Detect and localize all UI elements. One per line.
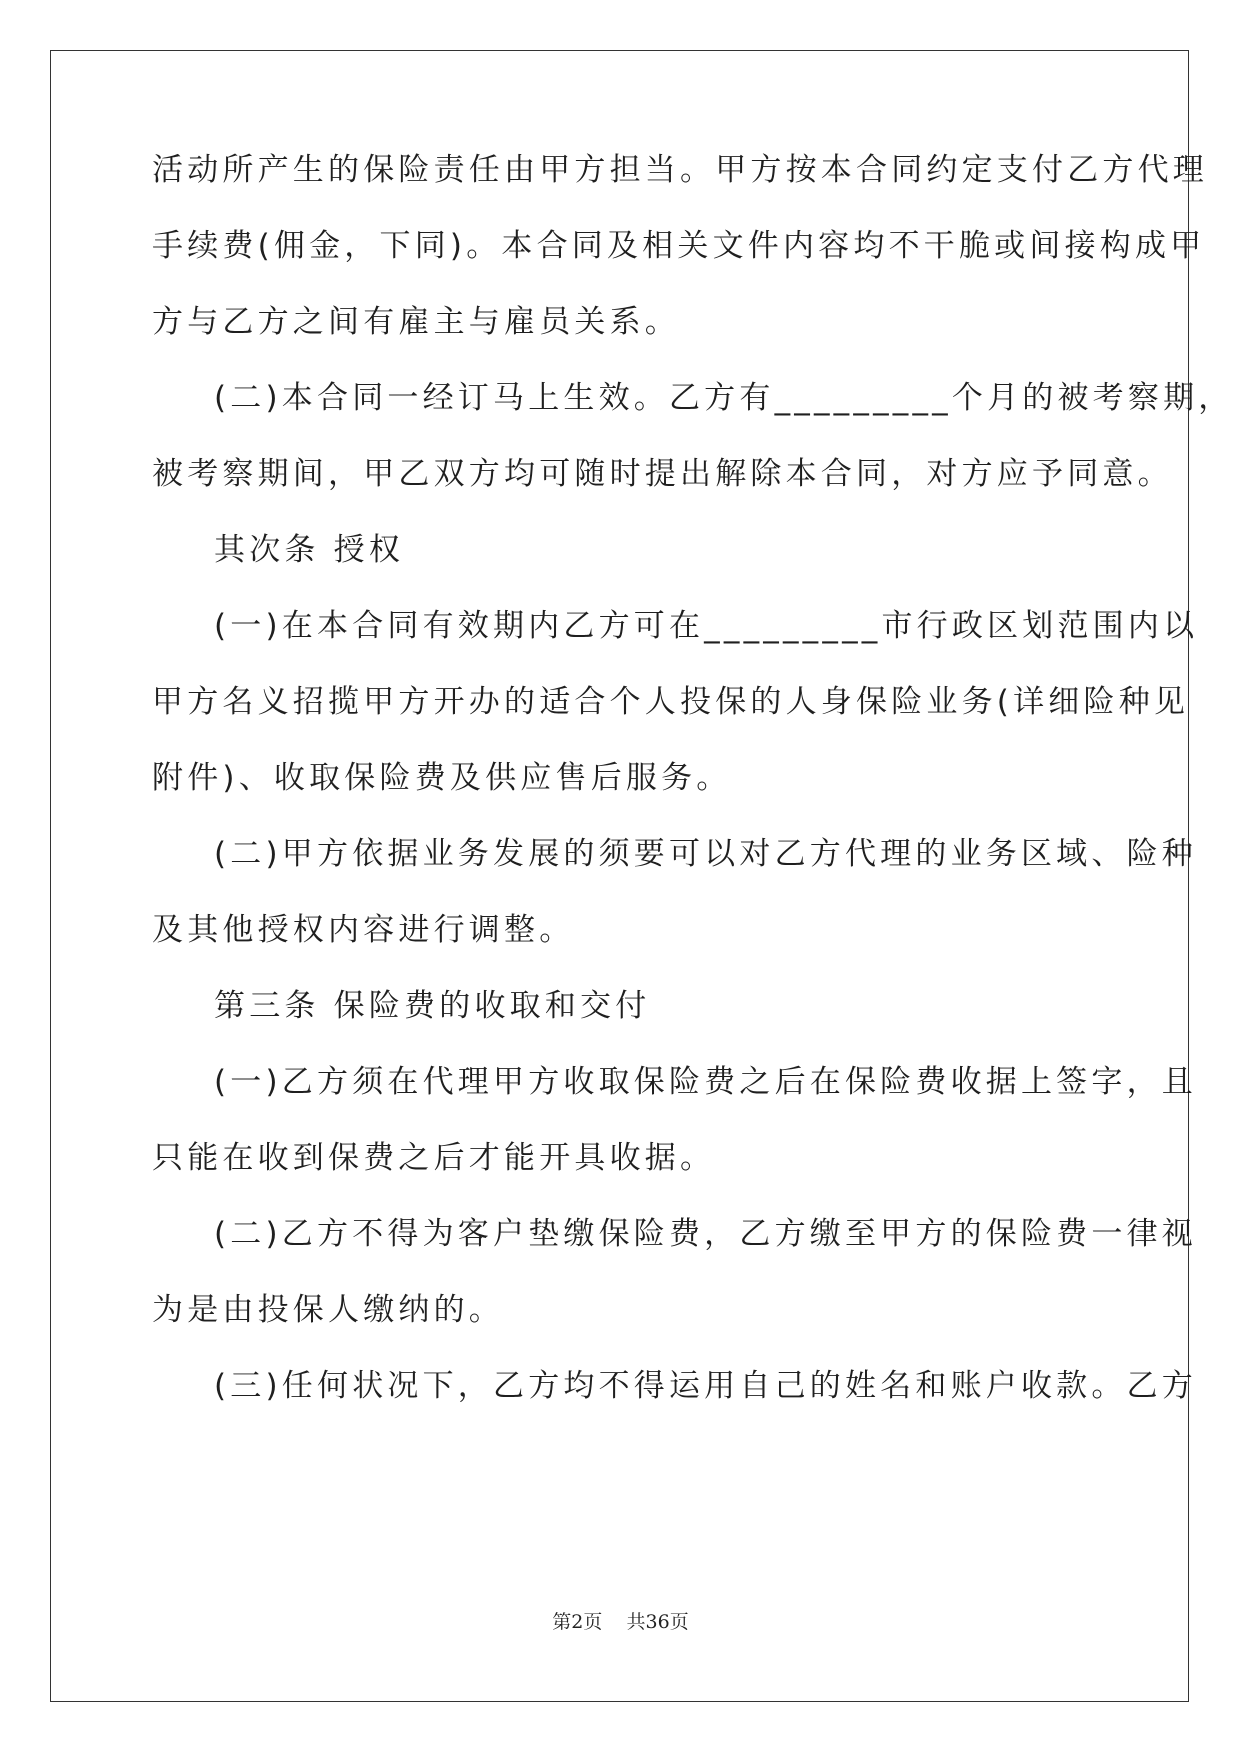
body-line: (二)乙方不得为客户垫缴保险费，乙方缴至甲方的保险费一律视 (214, 1216, 1197, 1252)
body-line: 方与乙方之间有雇主与雇员关系。 (152, 304, 680, 340)
body-line: (一)在本合同有效期内乙方可在_________市行政区划范围内以 (214, 608, 1199, 644)
page-border (50, 50, 1189, 1702)
body-line: 被考察期间，甲乙双方均可随时提出解除本合同，对方应予同意。 (152, 456, 1173, 492)
body-line: 甲方名义招揽甲方开办的适合个人投保的人身保险业务(详细险种见 (152, 684, 1190, 720)
page-number: 第2页 (552, 1611, 603, 1633)
body-line: 及其他授权内容进行调整。 (152, 912, 575, 948)
body-line: 附件)、收取保险费及供应售后服务。 (152, 760, 732, 796)
page-footer (0, 1607, 1241, 1634)
page-total: 共36页 (626, 1611, 689, 1633)
body-line: (一)乙方须在代理甲方收取保险费之后在保险费收据上签字，且 (214, 1064, 1197, 1100)
body-line: (三)任何状况下，乙方均不得运用自己的姓名和账户收款。乙方 (214, 1368, 1197, 1404)
body-line: (二)本合同一经订马上生效。乙方有_________个月的被考察期， (214, 380, 1234, 416)
section-heading: 其次条 授权 (214, 532, 405, 568)
body-line: 只能在收到保费之后才能开具收据。 (152, 1140, 716, 1176)
body-line: 为是由投保人缴纳的。 (152, 1292, 504, 1328)
body-line: (二)甲方依据业务发展的须要可以对乙方代理的业务区域、险种 (214, 836, 1197, 872)
section-heading: 第三条 保险费的收取和交付 (214, 988, 651, 1024)
body-line: 手续费(佣金，下同)。本合同及相关文件内容均不干脆或间接构成甲 (152, 228, 1206, 264)
body-line: 活动所产生的保险责任由甲方担当。甲方按本合同约定支付乙方代理 (152, 152, 1208, 188)
